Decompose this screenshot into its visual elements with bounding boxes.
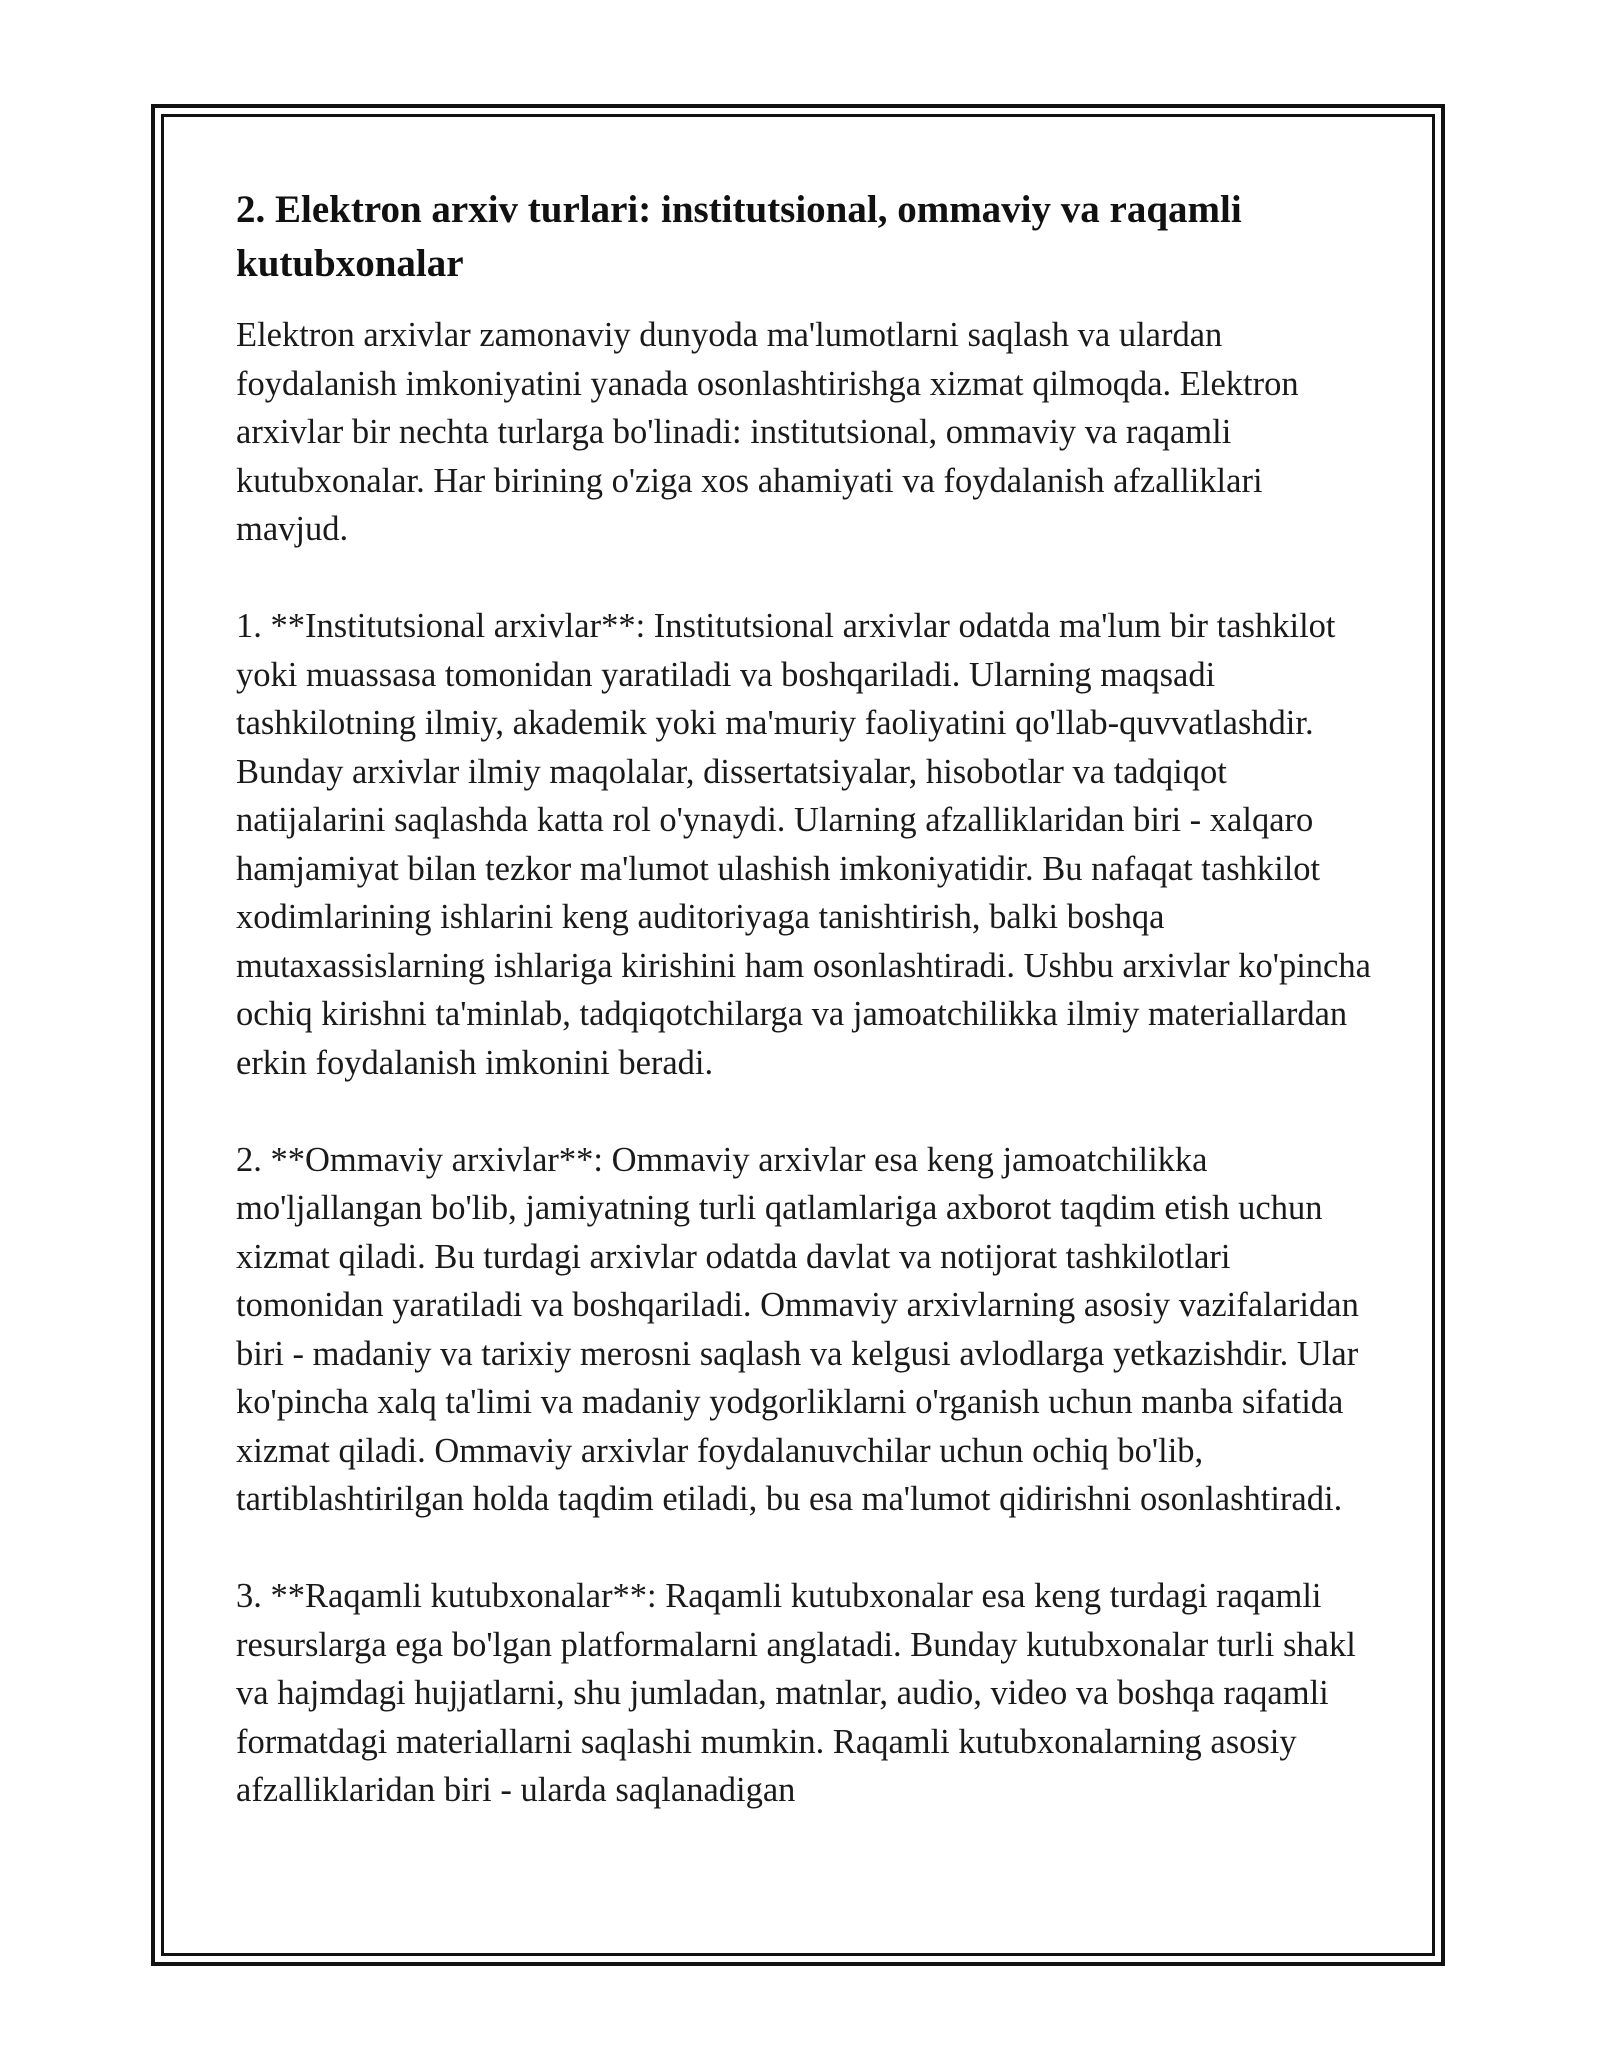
document-body — [236, 183, 1376, 1815]
section-heading: 2. Elektron arxiv turlari: institutsional, ommaviy va raqamli kutubxonalar — [236, 188, 1242, 285]
intro-paragraph: Elektron arxivlar zamonaviy dunyoda ma'lumotlarni saqlash va ulardan foydalanish imkoniyatini yanada osonlashtirishga xizmat qilmoqda. Elektron arxivlar bir nechta turlarga bo'linadi: institutsional, ommaviy va raqamli kutubxonalar. Har birining o'ziga xos ahamiyati va foydalanish afzalliklari mavjud. — [236, 316, 1299, 548]
institutional-archives-paragraph: 1. **Institutsional arxivlar**: Institutsional arxivlar odatda ma'lum bir tashkilot yoki muassasa tomonidan yaratiladi va boshqariladi. Ularning maqsadi tashkilotning ilmiy, akademik yoki ma'muriy faoliyatini qo'llab-quvvatlashdir. Bunday arxivlar ilmiy maqolalar, dissertatsiyalar, hisobotlar va tadqiqot natijalarini saqlashda katta rol o'ynaydi. Ularning afzalliklaridan biri - xalqaro hamjamiyat bilan tezkor ma'lumot ulashish imkoniyatidir. Bu nafaqat tashkilot xodimlarining ishlarini keng auditoriyaga tanishtirish, balki boshqa mutaxassislarning ishlariga kirishini ham osonlashtiradi. Ushbu arxivlar ko'pincha ochiq kirishni ta'minlab, tadqiqotchilarga va jamoatchilikka ilmiy materiallardan erkin foydalanish imkonini beradi. — [236, 607, 1371, 1082]
public-archives-paragraph: 2. **Ommaviy arxivlar**: Ommaviy arxivlar esa keng jamoatchilikka mo'ljallangan bo'lib, jamiyatning turli qatlamlariga axborot taqdim etish uchun xizmat qiladi. Bu turdagi arxivlar odatda davlat va notijorat tashkilotlari tomonidan yaratiladi va boshqariladi. Ommaviy arxivlarning asosiy vazifalaridan biri - madaniy va tarixiy merosni saqlash va kelgusi avlodlarga yetkazishdir. Ular ko'pincha xalq ta'limi va madaniy yodgorliklarni o'rganish uchun manba sifatida xizmat qiladi. Ommaviy arxivlar foydalanuvchilar uchun ochiq bo'lib, tartiblashtirilgan holda taqdim etiladi, bu esa ma'lumot qidirishni osonlashtiradi. — [236, 1140, 1359, 1518]
digital-libraries-paragraph: 3. **Raqamli kutubxonalar**: Raqamli kutubxonalar esa keng turdagi raqamli resurslarga ega bo'lgan platformalarni anglatadi. Bunday kutubxonalar turli shakl va hajmdagi hujjatlarni, shu jumladan, matnlar, audio, video va boshqa raqamli formatdagi materiallarni saqlashi mumkin. Raqamli kutubxonalarning asosiy afzalliklaridan biri - ularda saqlanadigan — [236, 1577, 1356, 1809]
